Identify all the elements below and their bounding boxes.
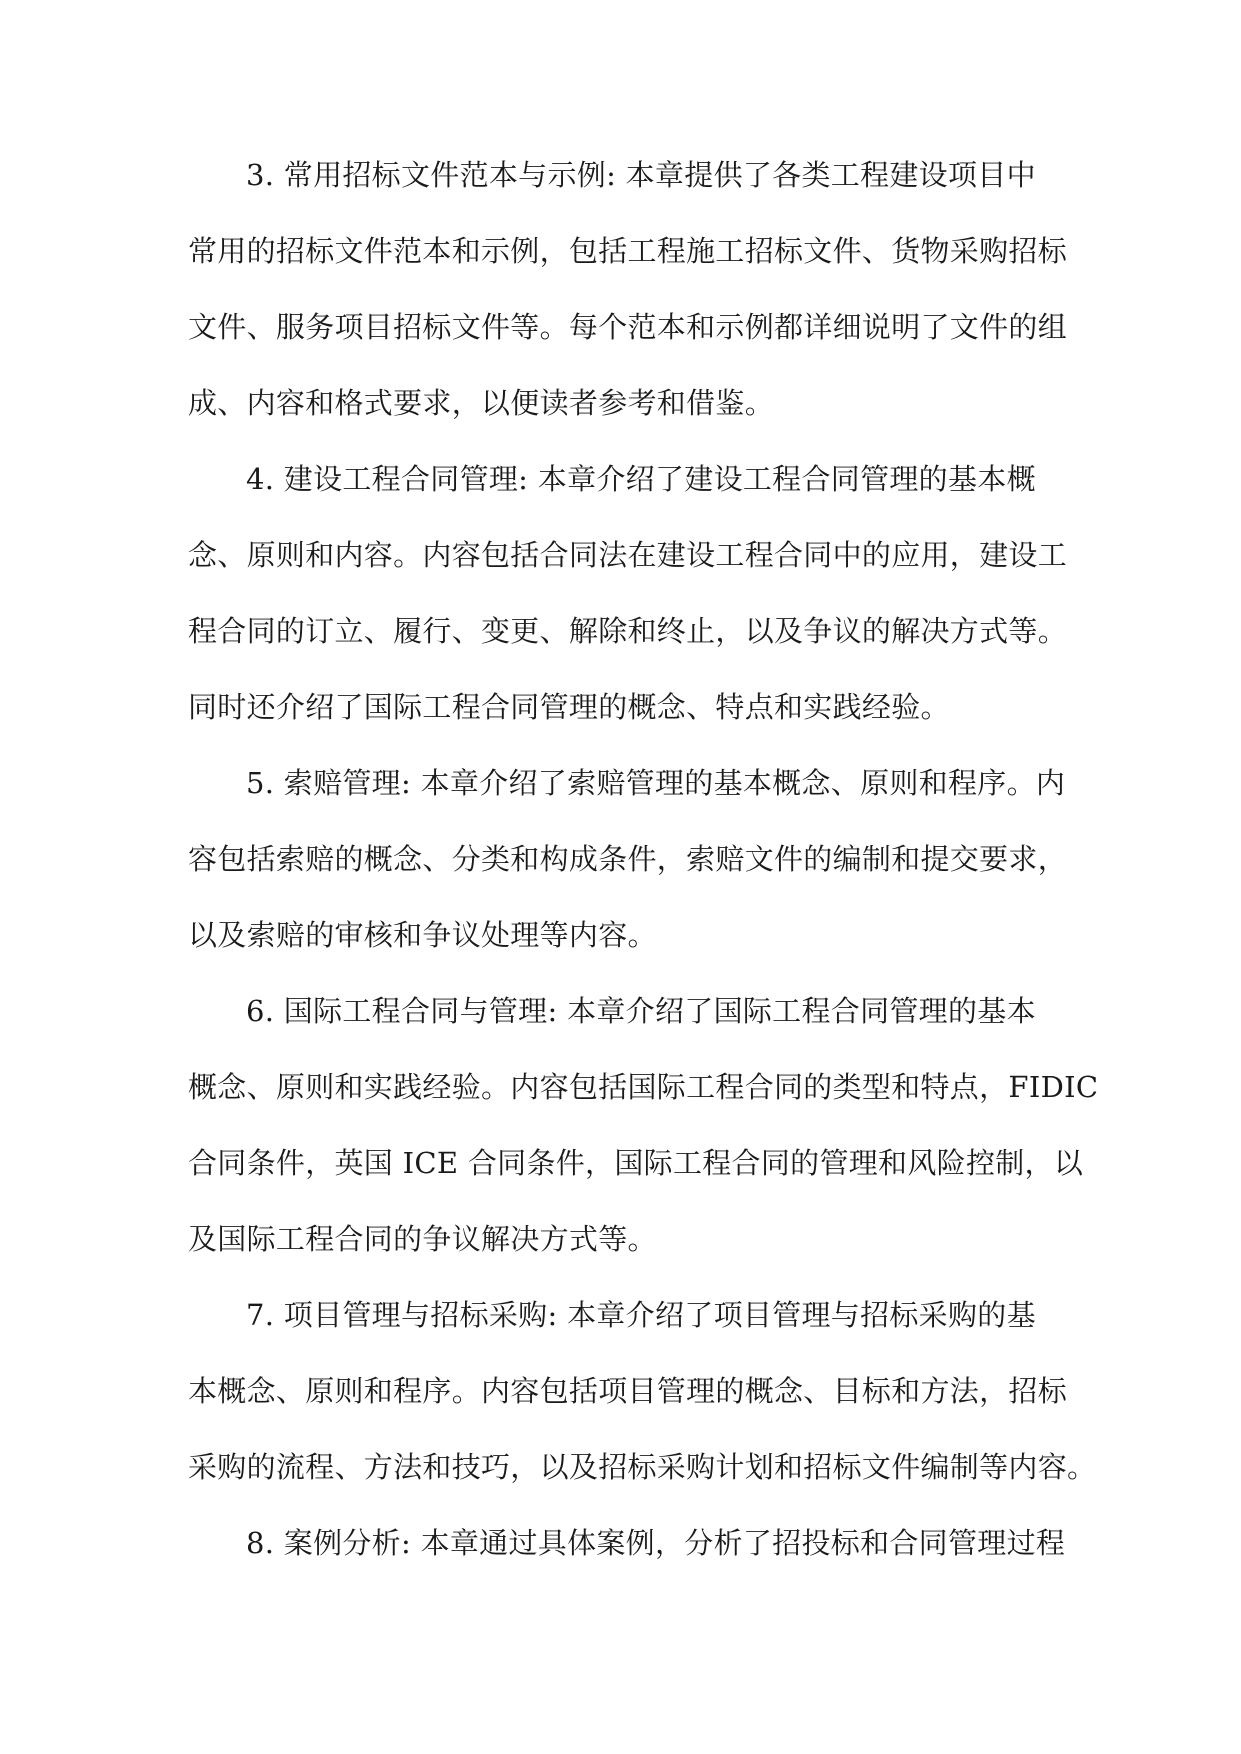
- paragraph-line: 采购的流程、方法和技巧，以及招标采购计划和招标文件编制等内容。: [188, 1450, 1097, 1484]
- paragraph-6-international-contracts: [188, 973, 1099, 1277]
- paragraph-line: 5. 索赔管理: 本章介绍了索赔管理的基本概念、原则和程序。内: [246, 766, 1066, 800]
- paragraph-3-common-bidding-templates: [188, 137, 1068, 441]
- paragraph-line: 合同条件，英国 ICE 合同条件，国际工程合同的管理和风险控制，以: [188, 1146, 1084, 1180]
- paragraph-line: 以及索赔的审核和争议处理等内容。: [188, 918, 657, 952]
- paragraph-line: 6. 国际工程合同与管理: 本章介绍了国际工程合同管理的基本: [246, 994, 1036, 1028]
- paragraph-line: 同时还介绍了国际工程合同管理的概念、特点和实践经验。: [188, 690, 950, 724]
- paragraph-line: 及国际工程合同的争议解决方式等。: [188, 1222, 657, 1256]
- paragraph-8-case-analysis: [188, 1505, 1066, 1581]
- paragraph-7-project-management-procurement: [188, 1277, 1097, 1505]
- paragraph-line: 本概念、原则和程序。内容包括项目管理的概念、目标和方法，招标: [188, 1374, 1068, 1408]
- paragraph-line: 8. 案例分析: 本章通过具体案例，分析了招投标和合同管理过程: [246, 1526, 1066, 1560]
- paragraph-line: 文件、服务项目招标文件等。每个范本和示例都详细说明了文件的组: [188, 310, 1068, 344]
- paragraph-line: 程合同的订立、履行、变更、解除和终止，以及争议的解决方式等。: [188, 614, 1068, 648]
- body-text: [188, 137, 1099, 1581]
- paragraph-line: 容包括索赔的概念、分类和构成条件，索赔文件的编制和提交要求，: [188, 842, 1068, 876]
- paragraph-line: 成、内容和格式要求，以便读者参考和借鉴。: [188, 386, 775, 420]
- paragraph-line: 7. 项目管理与招标采购: 本章介绍了项目管理与招标采购的基: [246, 1298, 1036, 1332]
- paragraph-line: 概念、原则和实践经验。内容包括国际工程合同的类型和特点，FIDIC: [188, 1070, 1099, 1104]
- paragraph-5-claims-management: [188, 745, 1068, 973]
- paragraph-line: 常用的招标文件范本和示例，包括工程施工招标文件、货物采购招标: [188, 234, 1068, 268]
- paragraph-line: 4. 建设工程合同管理: 本章介绍了建设工程合同管理的基本概: [246, 462, 1036, 496]
- paragraph-line: 3. 常用招标文件范本与示例: 本章提供了各类工程建设项目中: [246, 158, 1036, 192]
- paragraph-line: 念、原则和内容。内容包括合同法在建设工程合同中的应用，建设工: [188, 538, 1068, 572]
- paragraph-4-construction-contract-management: [188, 441, 1068, 745]
